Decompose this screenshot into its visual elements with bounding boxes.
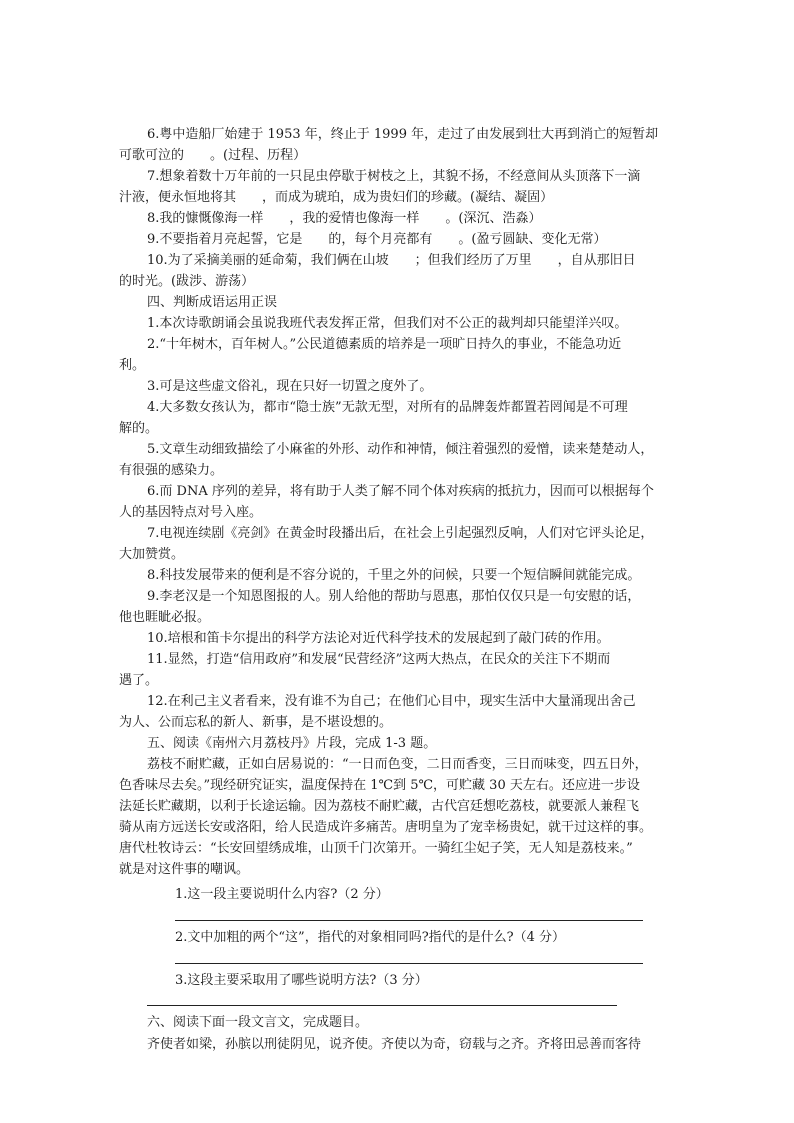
text-line: 4.大多数女孩认为，都市“隐士族”无款无型，对所有的品牌轰炸都置若罔闻是不可理	[147, 400, 628, 415]
text-line: 骑从南方远送长安或洛阳，给人民造成许多痛苦。唐明皇为了宠幸杨贵妃，就干过这样的事。	[119, 820, 653, 835]
text-line: 10.培根和笛卡尔提出的科学方法论对近代科学技术的发展起到了敲门砖的作用。	[147, 631, 610, 646]
text-line: 汁液，便永恒地将其 ，而成为琥珀，成为贵妇们的珍藏。(凝结、凝固）	[119, 190, 554, 205]
text-line: 遇了。	[119, 673, 159, 688]
text-line: 5.文章生动细致描绘了小麻雀的外形、动作和神情，倾注着强烈的爱憎，读来楚楚动人，	[147, 442, 654, 457]
section-heading: 六、阅读下面一段文言文，完成题目。	[147, 1015, 369, 1030]
text-line: 法延长贮藏期，以利于长途运输。因为荔枝不耐贮藏，古代宫廷想吃荔枝，就要派人兼程飞	[119, 799, 640, 814]
section-heading: 四、判断成语运用正误	[147, 295, 278, 310]
answer-line	[175, 920, 643, 921]
text-line: 7.想象着数十万年前的一只昆虫停歇于树枝之上，其貌不扬，不经意间从头顶落下一滴	[147, 169, 641, 184]
text-line: 大加赞赏。	[119, 547, 185, 562]
text-line: 荔枝不耐贮藏，正如白居易说的：“一日而色变，二日而香变，三日而味变，四五日外，	[147, 757, 648, 772]
text-line: 就是对这件事的嘲讽。	[119, 862, 250, 877]
text-line: 3.可是这些虚文俗礼，现在只好一切置之度外了。	[147, 379, 433, 394]
text-line: 为人、公而忘私的新人、新事，是不堪设想的。	[119, 715, 393, 730]
question-1: 1.这一段主要说明什么内容?（2 分）	[175, 887, 389, 902]
text-line: 可歌可泣的 。(过程、历程）	[119, 148, 307, 163]
text-line: 2.“十年树木，百年树人。”公民道德素质的培养是一项旷日持久的事业，不能急功近	[147, 337, 622, 352]
text-line: 8.科技发展带来的便利是不容分说的，千里之外的问候，只要一个短信瞬间就能完成。	[147, 568, 641, 583]
text-line: 有很强的感染力。	[119, 463, 224, 478]
text-line: 8.我的慷慨像海一样 ，我的爱情也像海一样 。(深沉、浩淼）	[147, 211, 542, 226]
text-line: 色香味尽去矣。”现经研究证实，温度保持在 1℃到 5℃，可贮藏 30 天左右。还应进一步设	[119, 778, 640, 793]
answer-line	[175, 963, 643, 964]
text-line: 6.而 DNA 序列的差异，将有助于人类了解不同个体对疾病的抵抗力，因而可以根据每个	[147, 484, 654, 499]
text-line: 6.粤中造船厂始建于 1953 年，终止于 1999 年，走过了由发展到壮大再到消亡的短暂却	[147, 127, 659, 142]
text-line: 齐使者如梁，孙膑以刑徒阴见，说齐使。齐使以为奇，窃载与之齐。齐将田忌善而客待	[147, 1037, 642, 1052]
text-line: 9.不要指着月亮起誓，它是 的，每个月亮都有 。(盈亏圆缺、变化无常）	[147, 232, 607, 247]
question-3: 3.这段主要采取用了哪些说明方法?（3 分）	[175, 973, 428, 988]
text-line: 人的基因特点对号入座。	[119, 505, 263, 520]
question-2: 2.文中加粗的两个“这”，指代的对象相同吗?指代的是什么?（4 分）	[175, 930, 566, 945]
text-line: 利。	[119, 358, 146, 373]
text-line: 解的。	[119, 421, 159, 436]
answer-line	[147, 1005, 617, 1006]
text-line: 的时光。(跋涉、游荡）	[119, 274, 255, 289]
text-line: 他也睚眦必报。	[119, 610, 211, 625]
text-line: 10.为了采摘美丽的延命菊，我们俩在山坡 ；但我们经历了万里 ，自从那旧日	[147, 253, 636, 268]
text-line: 11.显然，打造“信用政府”和发展“民营经济”这两大热点，在民众的关注下不期而	[147, 652, 611, 667]
text-line: 9.李老汉是一个知恩图报的人。别人给他的帮助与恩惠，那怕仅仅只是一句安慰的话，	[147, 589, 641, 604]
text-line: 12.在利己主义者看来，没有谁不为自己；在他们心目中，现实生活中大量涌现出舍己	[147, 694, 636, 709]
text-line: 1.本次诗歌朗诵会虽说我班代表发挥正常，但我们对不公正的裁判却只能望洋兴叹。	[147, 316, 628, 331]
text-line: 唐代杜牧诗云：“长安回望绣成堆，山顶千门次第开。一骑红尘妃子笑，无人知是荔枝来。”	[119, 841, 633, 856]
text-line: 7.电视连续剧《亮剑》在黄金时段播出后，在社会上引起强烈反响，人们对它评头论足，	[147, 526, 654, 541]
section-heading: 五、阅读《南州六月荔枝丹》片段，完成 1-3 题。	[147, 736, 437, 751]
